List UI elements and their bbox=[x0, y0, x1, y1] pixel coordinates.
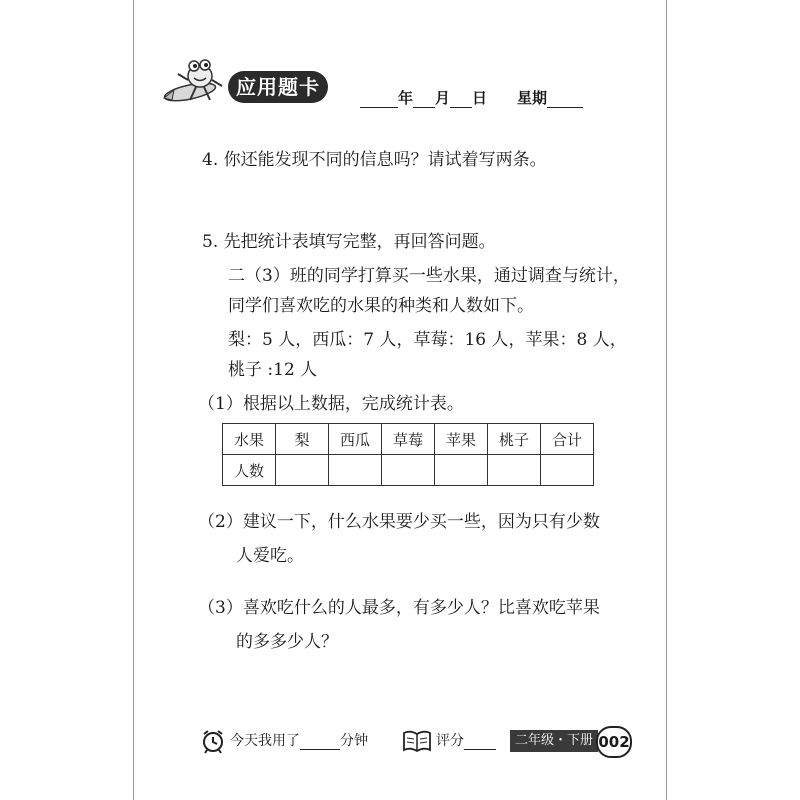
question-5-title: 5. 先把统计表填写完整，再回答问题。 bbox=[202, 232, 496, 252]
time-used bbox=[230, 730, 368, 750]
question-5-data-line2: 桃子 :12 人 bbox=[228, 360, 318, 380]
year-label: 年 bbox=[398, 89, 414, 107]
question-5-data-line1: 梨：5 人，西瓜：7 人，草莓：16 人，苹果：8 人， bbox=[228, 330, 627, 350]
table-header-cell: 西瓜 bbox=[329, 424, 382, 455]
answer-cell[interactable] bbox=[276, 455, 329, 486]
time-prefix: 今天我用了 bbox=[230, 733, 300, 749]
alarm-clock-icon bbox=[200, 728, 226, 754]
frog-mascot-icon bbox=[160, 50, 232, 110]
day-blank[interactable] bbox=[450, 93, 472, 108]
year-blank[interactable] bbox=[360, 93, 398, 108]
answer-cell[interactable] bbox=[541, 455, 594, 486]
table-row-label: 人数 bbox=[223, 455, 276, 486]
page-number: 002 bbox=[596, 726, 632, 758]
answer-cell[interactable] bbox=[382, 455, 435, 486]
sub-question-2-line2: 人爱吃。 bbox=[236, 546, 304, 566]
table-header-cell: 草莓 bbox=[382, 424, 435, 455]
score-blank[interactable] bbox=[464, 735, 496, 750]
answer-cell[interactable] bbox=[435, 455, 488, 486]
card-title: 应用题卡 bbox=[228, 71, 328, 103]
table-header-cell: 桃子 bbox=[488, 424, 541, 455]
table-header-cell: 苹果 bbox=[435, 424, 488, 455]
score-label: 评分 bbox=[436, 733, 464, 749]
question-5-text-line1: 二（3）班的同学打算买一些水果，通过调查与统计， bbox=[228, 266, 630, 286]
sub-question-3-line1: （3）喜欢吃什么的人最多，有多少人？比喜欢吃苹果 bbox=[198, 598, 600, 618]
weekday-blank[interactable] bbox=[547, 93, 583, 108]
weekday-label: 星期 bbox=[517, 89, 548, 107]
question-4: 4. 你还能发现不同的信息吗？请试着写两条。 bbox=[202, 150, 547, 170]
answer-cell[interactable] bbox=[329, 455, 382, 486]
fruit-stat-table bbox=[222, 423, 594, 486]
table-header-cell: 水果 bbox=[223, 424, 276, 455]
day-label: 日 bbox=[472, 89, 488, 107]
table-header-cell: 合计 bbox=[541, 424, 594, 455]
date-line bbox=[360, 87, 583, 108]
grade-label: 二年级・下册 bbox=[510, 730, 598, 752]
open-book-icon bbox=[402, 729, 432, 753]
minutes-blank[interactable] bbox=[300, 735, 340, 750]
question-5-text-line2: 同学们喜欢吃的水果的种类和人数如下。 bbox=[228, 296, 534, 316]
table-header-row bbox=[223, 424, 594, 455]
month-blank[interactable] bbox=[413, 93, 435, 108]
table-header-cell: 梨 bbox=[276, 424, 329, 455]
score bbox=[436, 730, 496, 750]
time-suffix: 分钟 bbox=[340, 733, 368, 749]
sub-question-2-line1: （2）建议一下，什么水果要少买一些，因为只有少数 bbox=[198, 512, 600, 532]
answer-cell[interactable] bbox=[488, 455, 541, 486]
sub-question-3-line2: 的多多少人？ bbox=[236, 632, 338, 652]
month-label: 月 bbox=[435, 89, 451, 107]
sub-question-1: （1）根据以上数据，完成统计表。 bbox=[198, 394, 464, 414]
table-row bbox=[223, 455, 594, 486]
